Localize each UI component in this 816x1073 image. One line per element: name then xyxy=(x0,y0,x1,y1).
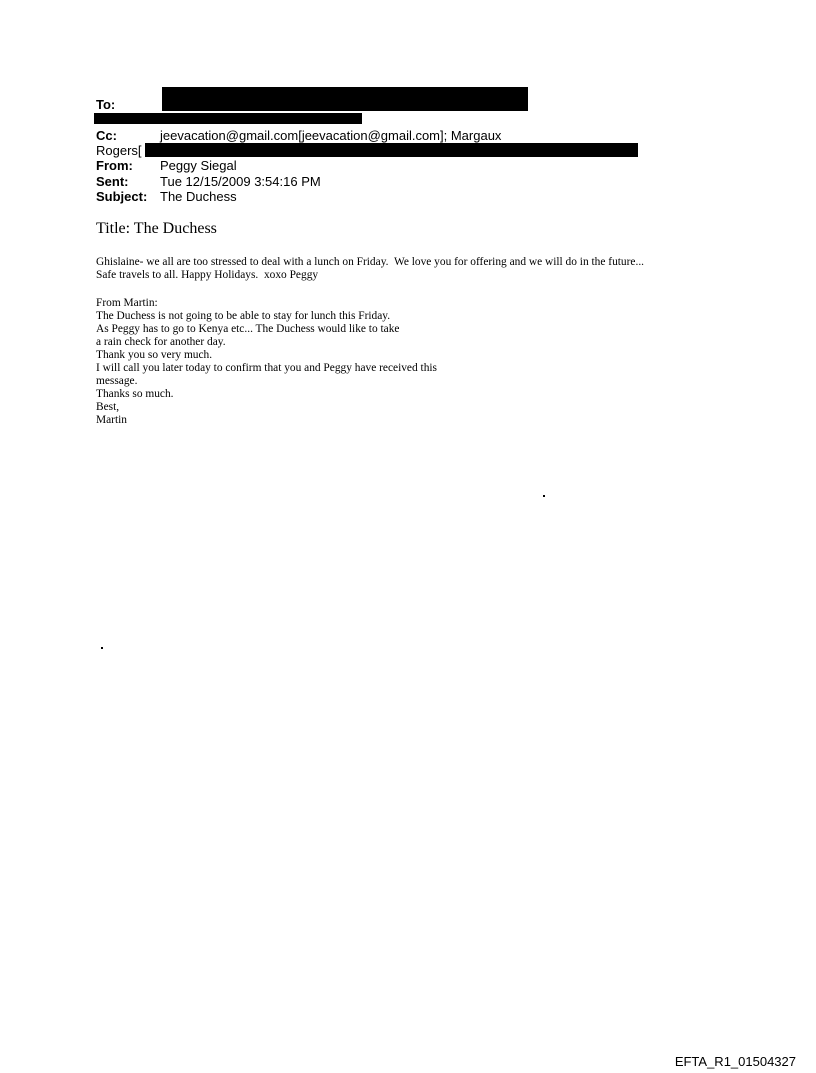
document-title: Title: The Duchess xyxy=(96,220,217,237)
scan-dot xyxy=(543,495,545,497)
to-label: To: xyxy=(96,97,116,112)
redaction-to-continued xyxy=(94,113,362,124)
forward-line: From Martin: xyxy=(96,297,158,309)
body-line-2: Safe travels to all. Happy Holidays. xoxo Peggy xyxy=(96,269,319,281)
redaction-cc xyxy=(145,143,638,157)
redaction-to xyxy=(162,87,528,111)
scan-dot xyxy=(101,647,103,649)
subject-value: The Duchess xyxy=(160,189,237,204)
forward-line: message. xyxy=(96,375,138,387)
forward-line: I will call you later today to confirm that you and Peggy have received this xyxy=(96,362,437,374)
cc-label: Cc: xyxy=(96,128,117,143)
forward-line: Martin xyxy=(96,414,128,426)
from-label: From: xyxy=(96,158,133,173)
from-value: Peggy Siegal xyxy=(160,158,237,173)
sent-value: Tue 12/15/2009 3:54:16 PM xyxy=(160,174,321,189)
sent-label: Sent: xyxy=(96,174,129,189)
forward-line: Thanks so much. xyxy=(96,388,174,400)
bates-number: EFTA_R1_01504327 xyxy=(674,1054,796,1069)
forward-line: The Duchess is not going to be able to stay for lunch this Friday. xyxy=(96,310,391,322)
subject-label: Subject: xyxy=(96,189,148,204)
cc-continued: Rogers[ xyxy=(96,143,142,158)
forward-line: As Peggy has to go to Kenya etc... The Duchess would like to take xyxy=(96,323,400,335)
cc-value: jeevacation@gmail.com[jeevacation@gmail.com]; Margaux xyxy=(160,128,502,143)
forward-line: Best, xyxy=(96,401,120,413)
body-line-1: Ghislaine- we all are too stressed to deal with a lunch on Friday. We love you for offering and we will do in the future... xyxy=(96,256,645,268)
forward-line: a rain check for another day. xyxy=(96,336,226,348)
forward-line: Thank you so very much. xyxy=(96,349,213,361)
